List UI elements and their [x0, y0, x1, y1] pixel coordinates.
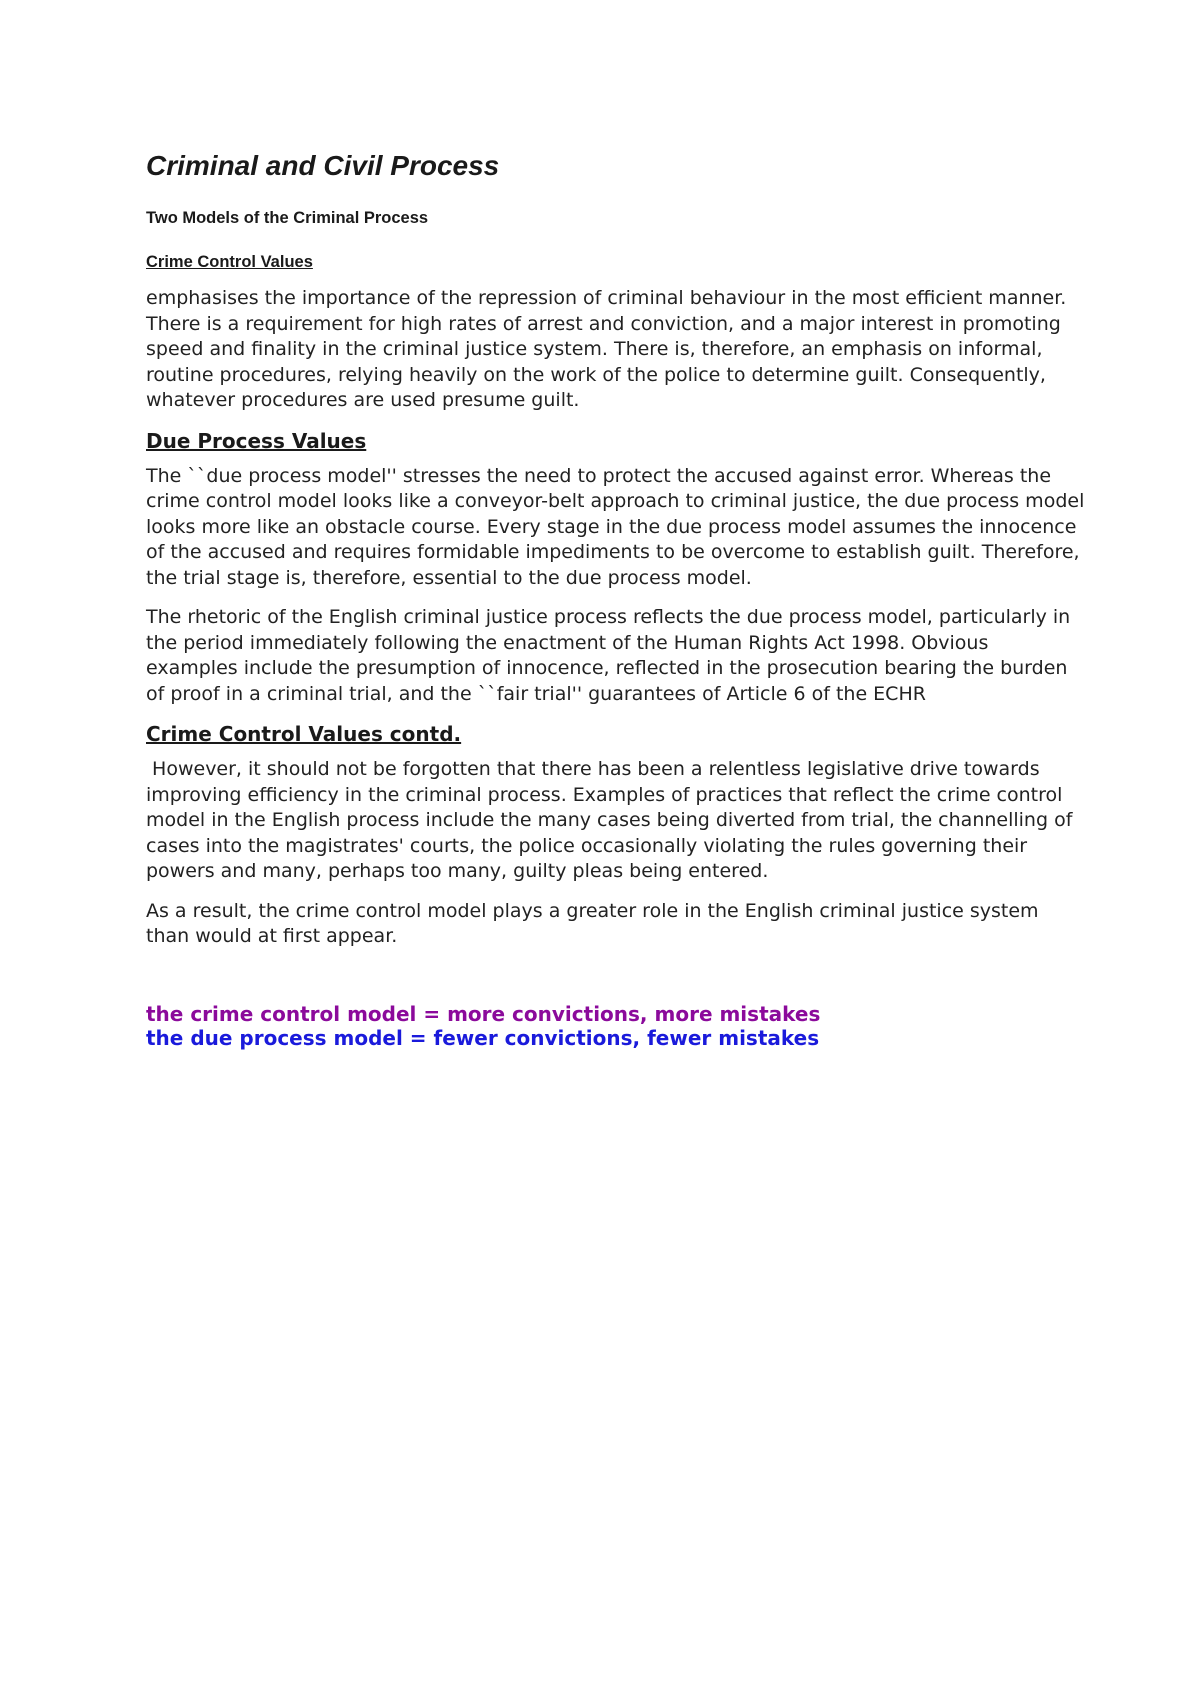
section-heading-due-process: Due Process Values: [146, 428, 367, 453]
summary-crime-control-line: the crime control model = more convictions, more mistakes: [146, 1001, 821, 1026]
crime-control-paragraph: emphasises the importance of the repression of criminal behaviour in the most efficient manner. There is a requirement for high rates of arrest and conviction, and a major interest in promoting speed and finality in the criminal justice system. There is, therefore, an emphasis on informal, routine procedures, relying heavily on the work of the police to determine guilt. Consequently, whatever procedures are used presume guilt.: [146, 287, 1067, 411]
due-process-paragraph-1: The ``due process model'' stresses the need to protect the accused against error. Whereas the crime control model looks like a conveyor-belt approach to criminal justice, the due process model looks more like an obstacle course. Every stage in the due process model assumes the innocence of the accused and requires formidable impediments to be overcome to establish guilt. Therefore, the trial stage is, therefore, essential to the due process model.: [146, 464, 1085, 589]
section-heading-crime-control: Crime Control Values: [146, 253, 313, 271]
crime-control-contd-paragraph-2: As a result, the crime control model plays a greater role in the English criminal justice system than would at first appear.: [146, 899, 1039, 947]
section-heading-crime-control-contd: Crime Control Values contd.: [146, 722, 462, 746]
document-subtitle: Two Models of the Criminal Process: [146, 209, 429, 227]
crime-control-contd-paragraph-1: However, it should not be forgotten that there has been a relentless legislative drive towards improving efficiency in the criminal process. Examples of practices that reflect the crime control model in the English process include the many cases being diverted from trial, the channelling of cases into the magistrates' courts, the police occasionally violating the rules governing their powers and many, perhaps too many, guilty pleas being entered.: [146, 758, 1079, 882]
summary-due-process-line: the due process model = fewer convictions, fewer mistakes: [146, 1025, 820, 1050]
due-process-paragraph-2: The rhetoric of the English criminal justice process reflects the due process model, particularly in the period immediately following the enactment of the Human Rights Act 1998. Obvious examples include the presumption of innocence, reflected in the prosecution bearing the burden of proof in a criminal trial, and the ``fair trial'' guarantees of Article 6 of the ECHR: [146, 606, 1071, 705]
document-title: Criminal and Civil Process: [146, 150, 500, 181]
spacer: [146, 964, 1086, 1002]
document-page: [146, 148, 1086, 1050]
